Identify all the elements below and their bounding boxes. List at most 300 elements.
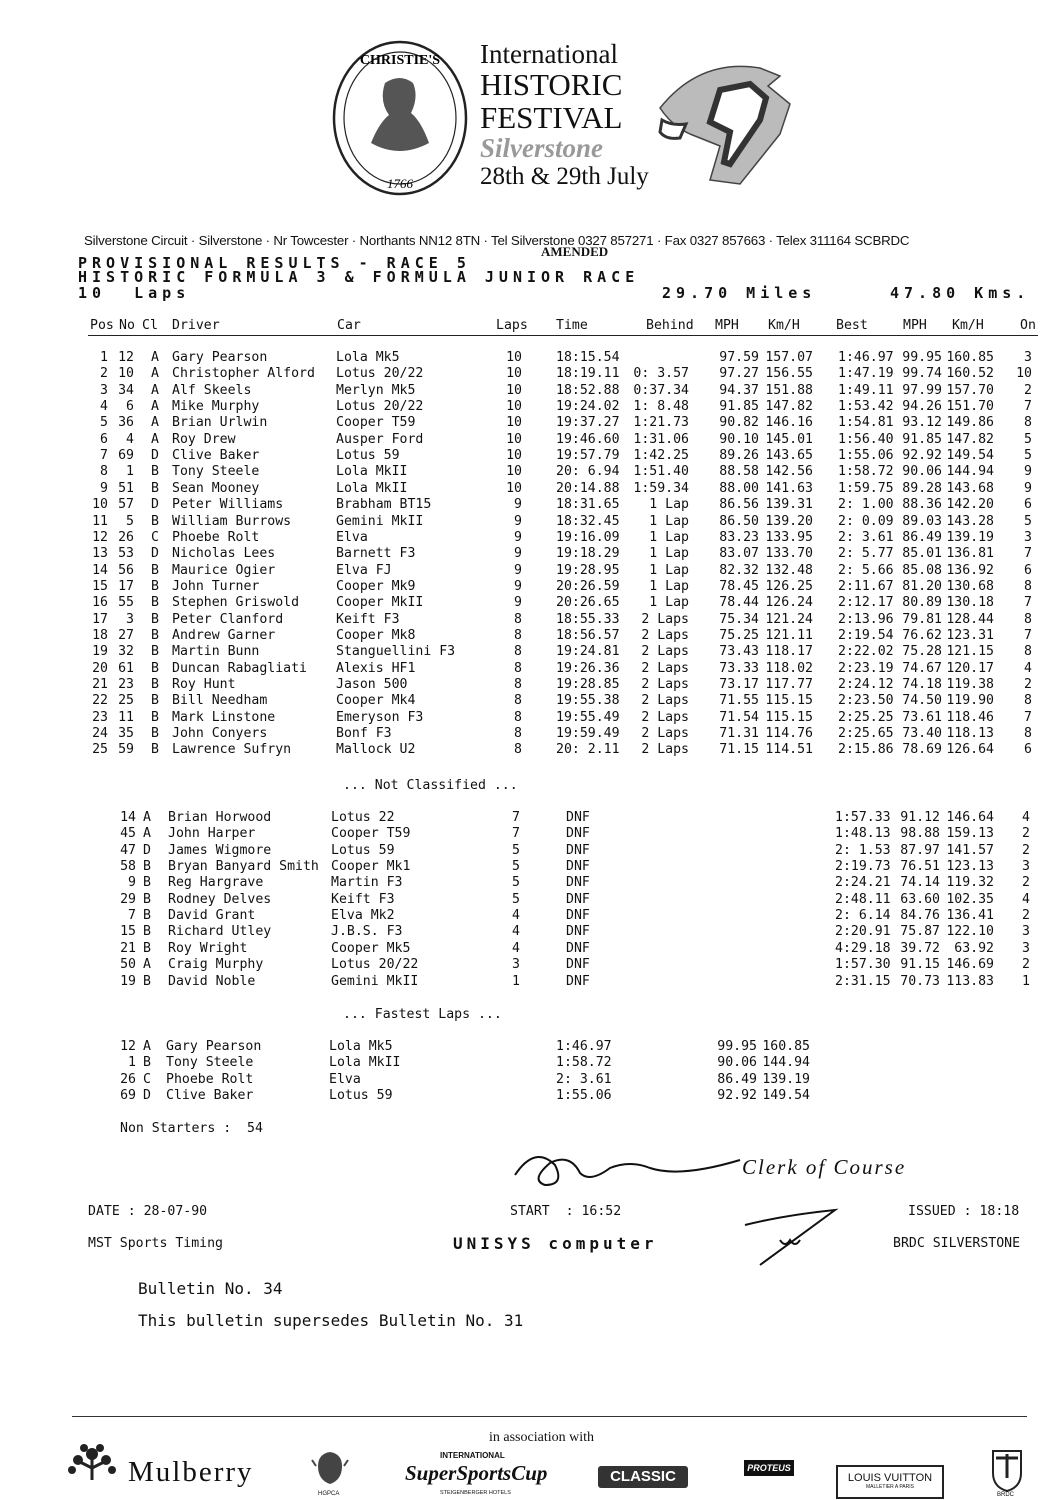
cell-kmh: 133.70 [765, 546, 813, 562]
cell-pos: 6 [100, 431, 108, 447]
amended-stamp: AMENDED [541, 244, 609, 259]
cell-behind: 0: 3.57 [633, 366, 689, 382]
cell-on: 3 [1022, 924, 1030, 940]
cell-time: DNF [566, 908, 590, 924]
cell-best-mph: 97.99 [902, 382, 942, 398]
cell-cl: B [143, 891, 151, 907]
cell-cl: A [151, 350, 159, 365]
cell-time: 20: 2.11 [556, 742, 620, 758]
cell-laps: 5 [512, 859, 520, 875]
cell-best-mph: 91.85 [902, 431, 942, 447]
cell-driver: Brian Urlwin [172, 415, 268, 431]
cell-on: 2 [1022, 826, 1030, 842]
cell-driver: Peter Clanford [172, 611, 284, 627]
cell-time: 20: 6.94 [556, 464, 620, 480]
cell-no: 26 [120, 1071, 136, 1087]
cell-best-mph: 86.49 [902, 529, 942, 545]
cell-no: 10 [118, 366, 134, 382]
cell-laps: 5 [512, 891, 520, 907]
cell-best-mph: 85.08 [902, 562, 942, 578]
cell-driver: Brian Horwood [168, 810, 272, 825]
international-text: INTERNATIONAL [440, 1451, 505, 1460]
cell-best: 1:48.13 [835, 826, 891, 842]
cell-on: 6 [1024, 742, 1032, 758]
cell-car: Cooper Mk5 [331, 940, 411, 956]
clerk-signature [505, 1135, 745, 1195]
cell-laps: 9 [514, 513, 522, 529]
cell-best-kmh: 157.70 [946, 382, 994, 398]
issued-time: ISSUED : 18:18 [908, 1204, 1020, 1219]
cell-laps: 9 [514, 578, 522, 594]
cell-on: 4 [1024, 660, 1032, 676]
cell-cl: A [151, 415, 159, 431]
mulberry-logo: Mulberry [128, 1456, 254, 1488]
cell-pos: 23 [92, 709, 108, 725]
table-row [0, 350, 1058, 366]
cell-kmh: 151.88 [765, 382, 813, 398]
cell-pos: 12 [92, 529, 108, 545]
cell-kmh: 115.15 [765, 693, 813, 709]
cell-behind: 1 Lap [649, 513, 689, 529]
cell-best: 2:11.67 [838, 578, 894, 594]
cell-on: 9 [1024, 480, 1032, 496]
cell-time: 19:18.29 [556, 546, 620, 562]
col-best-mph: MPH [903, 318, 927, 333]
cell-best-mph: 39.72 [900, 940, 940, 956]
timing-provider: MST Sports Timing [88, 1236, 223, 1251]
cell-time: DNF [566, 891, 590, 907]
cell-driver: Roy Drew [172, 431, 236, 447]
cell-kmh: 114.76 [765, 726, 813, 742]
cell-best-mph: 81.20 [902, 578, 942, 594]
cell-best: 2:23.50 [838, 693, 894, 709]
cell-kmh: 118.02 [765, 660, 813, 676]
cell-driver: James Wigmore [168, 842, 272, 858]
cell-behind: 2 Laps [641, 677, 689, 692]
cell-laps: 8 [514, 709, 522, 725]
col-time: Time [556, 318, 588, 333]
cell-laps: 7 [512, 810, 520, 825]
cell-best-mph: 74.67 [902, 660, 942, 676]
cell-best-kmh: 159.13 [946, 826, 994, 842]
cell-best: 2:31.15 [835, 973, 891, 989]
cell-no: 58 [120, 859, 136, 875]
cell-laps: 10 [506, 415, 522, 431]
table-row [0, 826, 1058, 842]
cell-no: 1 [128, 1055, 136, 1071]
cell-time: DNF [566, 842, 590, 858]
cell-laps: 4 [512, 908, 520, 924]
cell-car: Cooper Mk9 [336, 578, 416, 594]
cell-driver: Reg Hargrave [168, 875, 264, 891]
cell-kmh: 142.56 [765, 464, 813, 480]
cell-best-mph: 99.74 [902, 366, 942, 382]
cell-best: 1:49.11 [838, 382, 894, 398]
cell-time: DNF [566, 875, 590, 891]
header-rule [88, 335, 1038, 336]
cell-best: 1:59.75 [838, 480, 894, 496]
cell-kmh: 114.51 [765, 742, 813, 758]
cell-behind: 2 Laps [641, 644, 689, 660]
cell-mph: 71.15 [719, 742, 759, 758]
cell-laps: 7 [512, 826, 520, 842]
cell-cl: A [151, 399, 159, 415]
cell-laps: 10 [506, 399, 522, 415]
cell-kmh: 121.11 [765, 627, 813, 643]
festival-line3: FESTIVAL [480, 100, 623, 135]
louis-vuitton-box [836, 1465, 944, 1499]
cell-car: Ausper Ford [336, 431, 424, 447]
cell-driver: Lawrence Sufryn [172, 742, 292, 758]
cell-on: 7 [1024, 627, 1032, 643]
cell-mph: 86.56 [719, 497, 759, 513]
table-row [0, 464, 1058, 480]
cell-pos: 22 [92, 693, 108, 709]
cell-cl: A [151, 382, 159, 398]
initials-signature [740, 1205, 850, 1270]
cell-driver: Christopher Alford [172, 366, 315, 382]
cell-best-mph: 74.14 [900, 875, 940, 891]
cell-car: Lotus 22 [331, 810, 395, 825]
cell-car: Lotus 20/22 [331, 957, 419, 973]
table-row [0, 628, 1058, 644]
cell-driver: Duncan Rabagliati [172, 660, 307, 676]
race-laps: 10 Laps [78, 284, 191, 302]
race-title: PROVISIONAL RESULTS - RACE 5 [78, 254, 471, 272]
cell-car: Alexis HF1 [336, 660, 416, 676]
cell-best: 2:19.54 [838, 627, 894, 643]
table-row [0, 726, 1058, 742]
cell-driver: Clive Baker [166, 1088, 254, 1104]
supersedes-line: This bulletin supersedes Bulletin No. 31 [138, 1311, 524, 1330]
cell-mph: 83.23 [719, 529, 759, 545]
cell-behind: 1: 8.48 [633, 399, 689, 415]
cell-cl: D [151, 448, 159, 464]
cell-best: 2: 3.61 [838, 529, 894, 545]
table-row [0, 924, 1058, 940]
cell-time: 18:31.65 [556, 497, 620, 513]
cell-pos: 8 [100, 464, 108, 480]
cell-no: 51 [118, 480, 134, 496]
cell-best-kmh: 120.17 [946, 660, 994, 676]
cell-car: Lola MkII [336, 464, 408, 480]
cell-best: 2:25.65 [838, 726, 894, 742]
cell-best-mph: 74.18 [902, 677, 942, 692]
cell-no: 21 [120, 940, 136, 956]
association-text: in association with [489, 1430, 594, 1445]
cell-on: 10 [1016, 366, 1032, 382]
col-laps: Laps [496, 318, 528, 333]
cell-best-kmh: 143.28 [946, 513, 994, 529]
cell-best-kmh: 147.82 [946, 431, 994, 447]
cell-on: 7 [1024, 595, 1032, 611]
cell-laps: 9 [514, 497, 522, 513]
cell-cl: C [143, 1071, 151, 1087]
cell-cl: B [151, 578, 159, 594]
cell-kmh: 126.25 [765, 578, 813, 594]
cell-pos: 19 [92, 644, 108, 660]
cell-time: DNF [566, 973, 590, 989]
cell-cl: B [151, 660, 159, 676]
cell-car: Cooper Mk1 [331, 859, 411, 875]
cell-laps: 8 [514, 677, 522, 692]
cell-car: Emeryson F3 [336, 709, 424, 725]
cell-behind: 1 Lap [649, 562, 689, 578]
table-row [0, 563, 1058, 579]
festival-line1: International [480, 39, 618, 69]
cell-best-mph: 90.06 [902, 464, 942, 480]
column-headers [0, 318, 1058, 334]
cell-car: Keift F3 [331, 891, 395, 907]
cell-laps: 9 [514, 546, 522, 562]
cell-laps: 8 [514, 726, 522, 742]
cell-cl: B [151, 677, 159, 692]
cell-no: 35 [118, 726, 134, 742]
cell-car: Lola MkII [329, 1055, 401, 1071]
cell-laps: 9 [514, 562, 522, 578]
cell-best-mph: 84.76 [900, 908, 940, 924]
cell-cl: B [143, 973, 151, 989]
cell-on: 2 [1024, 382, 1032, 398]
cell-pos: 10 [92, 497, 108, 513]
cell-driver: William Burrows [172, 513, 292, 529]
cell-car: Gemini MkII [331, 973, 419, 989]
mulberry-tree-icon [62, 1440, 122, 1485]
cell-best-kmh: 146.69 [946, 957, 994, 973]
cell-mph: 88.58 [719, 464, 759, 480]
cell-time: 19:16.09 [556, 529, 620, 545]
cell-laps: 10 [506, 350, 522, 365]
cell-pos: 17 [92, 611, 108, 627]
classic-logo: CLASSIC [598, 1466, 688, 1488]
cell-best: 2:12.17 [838, 595, 894, 611]
cell-driver: Roy Hunt [172, 677, 236, 692]
table-row [0, 497, 1058, 513]
cell-on: 4 [1022, 891, 1030, 907]
cell-best: 1:54.81 [838, 415, 894, 431]
cell-best-kmh: 146.64 [946, 810, 994, 825]
cell-on: 3 [1022, 859, 1030, 875]
cell-no: 6 [126, 399, 134, 415]
cell-kmh: 133.95 [765, 529, 813, 545]
cell-on: 5 [1024, 431, 1032, 447]
cell-best-kmh: 130.68 [946, 578, 994, 594]
cell-mph: 97.59 [719, 350, 759, 365]
cell-cl: B [151, 464, 159, 480]
cell-kmh: 156.55 [765, 366, 813, 382]
cell-time: 2: 3.61 [556, 1071, 612, 1087]
cell-best-kmh: 123.13 [946, 859, 994, 875]
cell-best-kmh: 149.86 [946, 415, 994, 431]
cell-time: 18:56.57 [556, 627, 620, 643]
cell-time: 19:28.85 [556, 677, 620, 692]
table-row [0, 941, 1058, 957]
cell-kmh: 121.24 [765, 611, 813, 627]
cell-driver: Phoebe Rolt [166, 1071, 254, 1087]
cell-cl: B [151, 513, 159, 529]
cell-car: Cooper Mk4 [336, 693, 416, 709]
cell-laps: 5 [512, 842, 520, 858]
cell-no: 36 [118, 415, 134, 431]
cell-best-kmh: 136.92 [946, 562, 994, 578]
cell-kmh: 157.07 [765, 350, 813, 365]
cell-cl: A [151, 431, 159, 447]
cell-laps: 5 [512, 875, 520, 891]
cell-driver: Stephen Griswold [172, 595, 300, 611]
cell-laps: 10 [506, 382, 522, 398]
festival-line4: Silverstone [480, 133, 604, 163]
cell-driver: Phoebe Rolt [172, 529, 260, 545]
cell-driver: Bill Needham [172, 693, 268, 709]
cell-driver: Mike Murphy [172, 399, 260, 415]
cell-behind: 2 Laps [641, 726, 689, 742]
cell-driver: Mark Linstone [172, 709, 276, 725]
cell-best-kmh: 119.90 [946, 693, 994, 709]
cell-mph: 88.00 [719, 480, 759, 496]
table-row [0, 710, 1058, 726]
cell-mph: 99.95 [717, 1039, 757, 1054]
cell-no: 69 [120, 1088, 136, 1104]
cell-mph: 71.31 [719, 726, 759, 742]
cell-driver: Gary Pearson [166, 1039, 262, 1054]
cell-behind: 1 Lap [649, 595, 689, 611]
cell-best-mph: 79.81 [902, 611, 942, 627]
cell-time: 19:55.38 [556, 693, 620, 709]
cell-car: Cooper T59 [331, 826, 411, 842]
cell-kmh: 147.82 [765, 399, 813, 415]
cell-car: Lola MkII [336, 480, 408, 496]
cell-cl: B [151, 480, 159, 496]
cell-time: 1:46.97 [556, 1039, 612, 1054]
cell-best-kmh: 123.31 [946, 627, 994, 643]
cell-car: Lotus 59 [336, 448, 400, 464]
table-row [0, 481, 1058, 497]
cell-no: 3 [126, 611, 134, 627]
proteus-logo: PROTEUS [744, 1460, 794, 1476]
louis-vuitton-logo: LOUIS VUITTON [847, 1472, 933, 1484]
cell-on: 2 [1022, 842, 1030, 858]
cell-on: 3 [1022, 940, 1030, 956]
table-row [0, 595, 1058, 611]
cell-car: Stanguellini F3 [336, 644, 456, 660]
festival-title [480, 40, 649, 192]
festival-dates: 28th & 29th July [480, 163, 649, 190]
cell-mph: 78.44 [719, 595, 759, 611]
cell-cl: D [143, 1088, 151, 1104]
cell-time: 19:55.49 [556, 709, 620, 725]
table-row [0, 908, 1058, 924]
cell-best: 2: 0.09 [838, 513, 894, 529]
table-row [0, 742, 1058, 758]
cell-time: 18:19.11 [556, 366, 620, 382]
cell-car: Bonf F3 [336, 726, 392, 742]
cell-kmh: 143.65 [765, 448, 813, 464]
cell-time: 18:55.33 [556, 611, 620, 627]
cell-best: 2: 1.53 [835, 842, 891, 858]
cell-mph: 94.37 [719, 382, 759, 398]
cell-on: 2 [1022, 875, 1030, 891]
cell-best: 1:46.97 [838, 350, 894, 365]
cell-no: 29 [120, 891, 136, 907]
cell-car: Gemini MkII [336, 513, 424, 529]
race-miles: 29.70 Miles [662, 284, 817, 302]
col-cl: Cl [142, 318, 158, 333]
cell-kmh: 117.77 [765, 677, 813, 692]
hotels-text: STEIGENBERGER HOTELS [440, 1490, 511, 1496]
cell-best-kmh: 160.85 [946, 350, 994, 365]
cell-best: 2:19.73 [835, 859, 891, 875]
cell-kmh: 146.16 [765, 415, 813, 431]
louis-vuitton-sub: MALLETIER A PARIS [866, 1484, 914, 1490]
cell-cl: B [151, 709, 159, 725]
col-kmh: Km/H [768, 318, 800, 333]
cell-behind: 2 Laps [641, 742, 689, 758]
cell-cl: A [143, 826, 151, 842]
cell-car: Mallock U2 [336, 742, 416, 758]
cell-best: 1:53.42 [838, 399, 894, 415]
cell-laps: 10 [506, 366, 522, 382]
cell-kmh: 149.54 [762, 1088, 810, 1104]
cell-best-mph: 78.69 [902, 742, 942, 758]
cell-best-kmh: 160.52 [946, 366, 994, 382]
cell-on: 5 [1024, 513, 1032, 529]
table-row [0, 383, 1058, 399]
cell-mph: 75.34 [719, 611, 759, 627]
cell-mph: 86.49 [717, 1071, 757, 1087]
cell-best-kmh: 142.20 [946, 497, 994, 513]
cell-on: 8 [1024, 415, 1032, 431]
cell-driver: Maurice Ogier [172, 562, 276, 578]
cell-car: Martin F3 [331, 875, 403, 891]
cell-cl: D [151, 497, 159, 513]
cell-cl: B [151, 693, 159, 709]
cell-best-kmh: 113.83 [946, 973, 994, 989]
cell-behind: 2 Laps [641, 627, 689, 643]
cell-on: 9 [1024, 464, 1032, 480]
cell-pos: 1 [100, 350, 108, 365]
cell-best: 2: 5.66 [838, 562, 894, 578]
cell-kmh: 144.94 [762, 1055, 810, 1071]
cell-no: 5 [126, 513, 134, 529]
cell-pos: 2 [100, 366, 108, 382]
brdc-crest-icon [990, 1448, 1024, 1494]
cell-best: 2:20.91 [835, 924, 891, 940]
cell-car: Lola Mk5 [336, 350, 400, 365]
cell-cl: B [143, 924, 151, 940]
col-mph: MPH [715, 318, 739, 333]
cell-no: 27 [118, 627, 134, 643]
cell-best-mph: 88.36 [902, 497, 942, 513]
cell-time: 1:58.72 [556, 1055, 612, 1071]
cell-mph: 78.45 [719, 578, 759, 594]
cell-laps: 8 [514, 611, 522, 627]
cell-kmh: 139.19 [762, 1071, 810, 1087]
cell-driver: Gary Pearson [172, 350, 268, 365]
col-no: No [119, 318, 135, 333]
cell-best-mph: 75.87 [900, 924, 940, 940]
cell-pos: 25 [92, 742, 108, 758]
cell-pos: 21 [92, 677, 108, 692]
cell-best: 1:56.40 [838, 431, 894, 447]
cell-best-mph: 75.28 [902, 644, 942, 660]
cell-time: 18:52.88 [556, 382, 620, 398]
cell-behind: 2 Laps [641, 709, 689, 725]
cell-mph: 90.10 [719, 431, 759, 447]
cell-best-mph: 73.40 [902, 726, 942, 742]
cell-cl: B [143, 1055, 151, 1071]
cell-pos: 4 [100, 399, 108, 415]
cell-cl: D [151, 546, 159, 562]
